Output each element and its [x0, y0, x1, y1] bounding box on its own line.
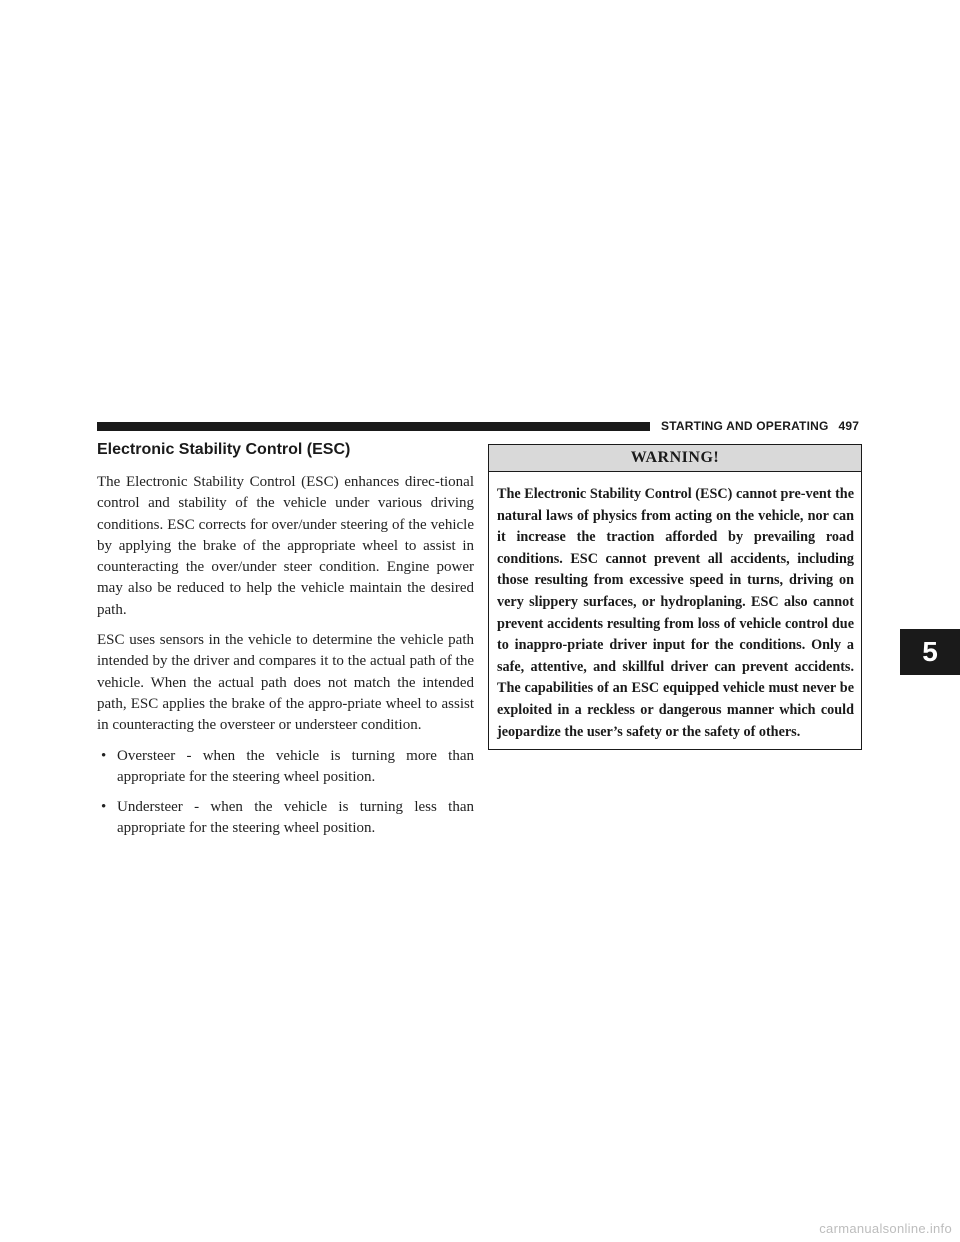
bullet-item-understeer: [97, 797, 474, 840]
body-paragraph-2: ESC uses sensors in the vehicle to determine the vehicle path intended by the driver and compares it to the actual path of the vehicle. When the actual path does not match the intended path, ESC applies the brake of the appro-priate wheel to assist in counteracting the oversteer or understeer condition.: [97, 632, 474, 734]
chapter-tab: 5: [900, 629, 960, 675]
warning-text: The Electronic Stability Control (ESC) cannot pre-vent the natural laws of physics from acting on the vehicle, nor can it increase the traction afforded by prevailing road conditions. ESC cannot prevent all accidents, including those resulting from excessive speed in turns, driving on very slippery surfaces, or hydroplaning. ESC also cannot prevent accidents resulting from loss of vehicle control due to inappro-priate driver input for the conditions. Only a safe, attentive, and skillful driver can prevent accidents. The capabilities of an ESC equipped vehicle must never be exploited in a reckless or dangerous manner which could jeopardize the user’s safety or the safety of others.: [497, 486, 854, 740]
watermark: carmanualsonline.info: [819, 1221, 952, 1236]
running-header: [661, 419, 859, 433]
bullet-item-oversteer: [97, 746, 474, 789]
bullet-icon: •: [101, 799, 107, 816]
bullet-list: [97, 746, 474, 840]
bullet-text: Understeer - when the vehicle is turning less than appropriate for the steering wheel position.: [117, 799, 474, 837]
warning-heading: WARNING!: [489, 445, 861, 472]
body-paragraph-1: The Electronic Stability Control (ESC) enhances direc-tional control and stability of the vehicle under various driving conditions. ESC corrects for over/under steering of the vehicle by applying the brake of the appropriate wheel to assist in counteracting the over/under steer condition. Engine power may also be reduced to help the vehicle maintain the desired path.: [97, 474, 474, 618]
main-column: [97, 440, 474, 849]
page-number: 497: [838, 419, 860, 433]
header-section-title: STARTING AND OPERATING: [661, 419, 829, 433]
bullet-text: Oversteer - when the vehicle is turning more than appropriate for the steering wheel position.: [117, 747, 474, 785]
warning-box: [488, 444, 862, 750]
bullet-icon: •: [101, 747, 107, 764]
section-title: Electronic Stability Control (ESC): [97, 441, 351, 458]
header-rule: [97, 422, 650, 431]
